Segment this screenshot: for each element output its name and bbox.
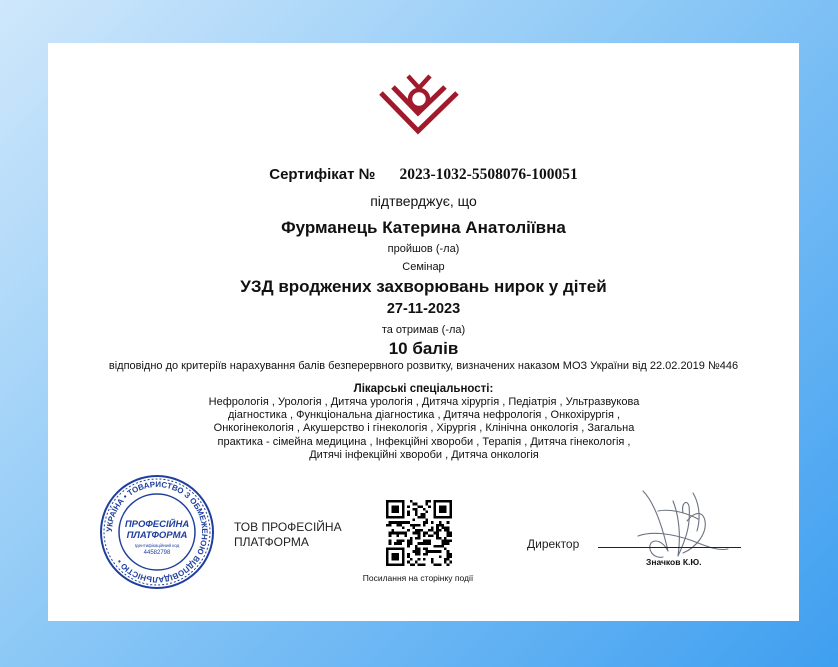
- organization-name: [234, 520, 374, 550]
- recipient-name: Фурманець Катерина Анатоліївна: [281, 218, 566, 237]
- certificate-title-label: Сертифікат №: [269, 166, 376, 183]
- event-title: УЗД вроджених захворювань нирок у дітей: [240, 277, 607, 296]
- specialties-line: Нефрологія , Урологія , Дитяча урологія , Дитяча хірургія , Педіатрія , Ультразвукова: [208, 396, 640, 408]
- specialties-heading: Лікарські спеціальності:: [353, 383, 494, 395]
- criteria-text: відповідно до критеріїв нарахування балів безперервного розвитку, визначених наказом МОЗ України від 22.02.2019 №446: [108, 360, 739, 372]
- organization-name-line: ПЛАТФОРМА: [234, 535, 309, 549]
- qr-code-icon[interactable]: [386, 500, 452, 566]
- stamp-code: 44582798: [143, 550, 171, 556]
- signature-line: [598, 547, 741, 548]
- certificate: [48, 43, 799, 621]
- stamp-center-line: ПРОФЕСІЙНА: [124, 519, 190, 530]
- stamp-ring-text: УКРАЇНА • ТОВАРИСТВО З ОБМЕЖЕНОЮ ВІДПОВІДАЛЬНІСТЮ •: [104, 479, 210, 585]
- points: 10 балів: [388, 339, 459, 358]
- director-signature: [623, 481, 733, 566]
- received-text: та отримав (-ла): [381, 324, 466, 336]
- specialties-line: практика - сімейна медицина , Інфекційні хвороби , Терапія , Дитяча гінекологія ,: [217, 435, 631, 448]
- certificate-title: [48, 166, 799, 184]
- event-type: Семінар: [402, 261, 445, 273]
- stamp-code-label: Ідентифікаційний код: [134, 543, 180, 548]
- organization-name-line: ТОВ ПРОФЕСІЙНА: [234, 520, 342, 534]
- specialties-line: Онкогінекологія , Акушерство і гінекологія , Хірургія , Клінічна онкологія , Загальна: [213, 422, 635, 435]
- stamp-center-line: ПЛАТФОРМА: [126, 530, 188, 541]
- director-label: Директор: [527, 537, 580, 551]
- company-stamp: [98, 473, 216, 591]
- specialties-line: Дитячі інфекційні хвороби , Дитяча онкологія: [309, 448, 539, 461]
- confirm-text: підтверджує, що: [370, 193, 477, 209]
- certificate-number: 2023-1032-5508076-100051: [399, 166, 578, 183]
- specialties-list: [168, 396, 680, 462]
- qr-caption: Посилання на сторінку події: [362, 573, 474, 583]
- specialties-line: діагностика , Функціональна діагностика , Дитяча нефрологія , Онкохірургія ,: [227, 409, 621, 422]
- passed-text: пройшов (-ла): [387, 243, 460, 255]
- event-date: 27-11-2023: [386, 301, 461, 317]
- signer-name: Значков К.Ю.: [646, 557, 702, 567]
- organization-logo: [378, 71, 460, 135]
